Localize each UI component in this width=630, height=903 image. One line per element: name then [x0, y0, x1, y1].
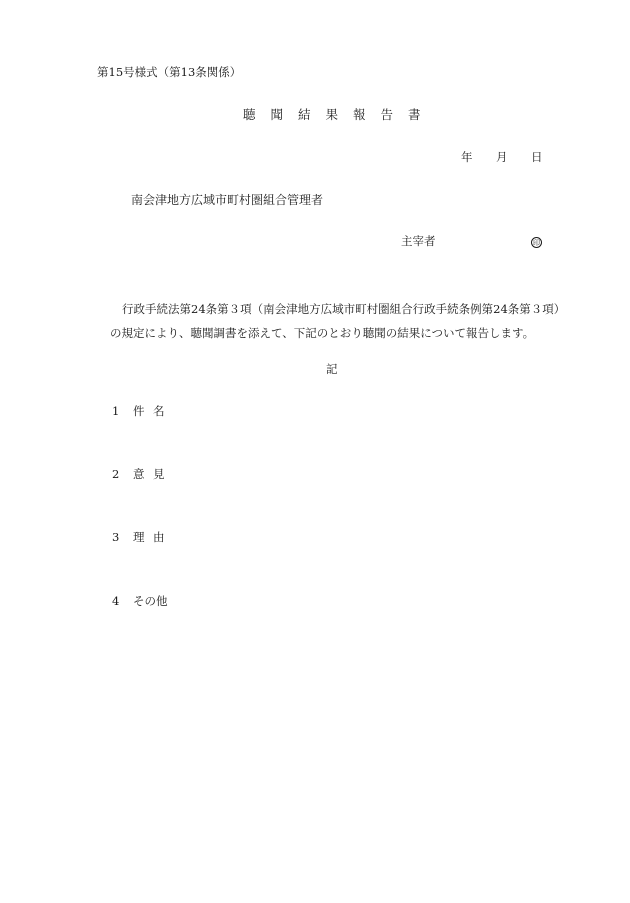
title-char: 書	[408, 107, 421, 122]
title-char: 聴	[243, 107, 256, 122]
body-line-2: の規定により、聴聞調書を添えて、下記のとおり聴聞の結果について報告します。	[110, 326, 535, 340]
item-number: 3	[112, 530, 120, 544]
document-title	[243, 109, 421, 122]
date-row	[461, 152, 543, 164]
title-char: 告	[380, 107, 394, 122]
title-char: 報	[353, 107, 366, 122]
title-char: 聞	[270, 107, 284, 122]
item-subject	[112, 406, 165, 418]
sender-label: 主宰者	[401, 234, 436, 248]
addressee: 南会津地方広域市町村圏組合管理者	[131, 193, 324, 207]
item-number: 1	[112, 404, 120, 418]
item-label: 件 名	[133, 404, 165, 418]
item-label: 理 由	[133, 530, 165, 544]
form-number: 第15号様式（第13条関係）	[97, 65, 242, 79]
seal-icon: 印	[533, 239, 540, 247]
body-line-1: 行政手続法第24条第３項（南会津地方広域市町村圏組合行政手続条例第24条第３項）	[122, 302, 566, 316]
title-char: 結	[298, 107, 311, 122]
item-reason	[112, 532, 165, 544]
seal-mark	[531, 236, 542, 248]
title-char: 果	[325, 107, 339, 122]
item-opinion	[112, 469, 165, 481]
body-text	[110, 297, 565, 345]
day-label: 日	[531, 150, 543, 164]
item-other	[112, 596, 168, 608]
item-number: 4	[112, 594, 120, 608]
year-label: 年	[461, 150, 473, 164]
month-label: 月	[496, 150, 508, 164]
item-number: 2	[112, 467, 120, 481]
ki-heading: 記	[326, 362, 338, 376]
item-label: 意 見	[133, 467, 165, 481]
item-label: その他	[133, 594, 168, 608]
